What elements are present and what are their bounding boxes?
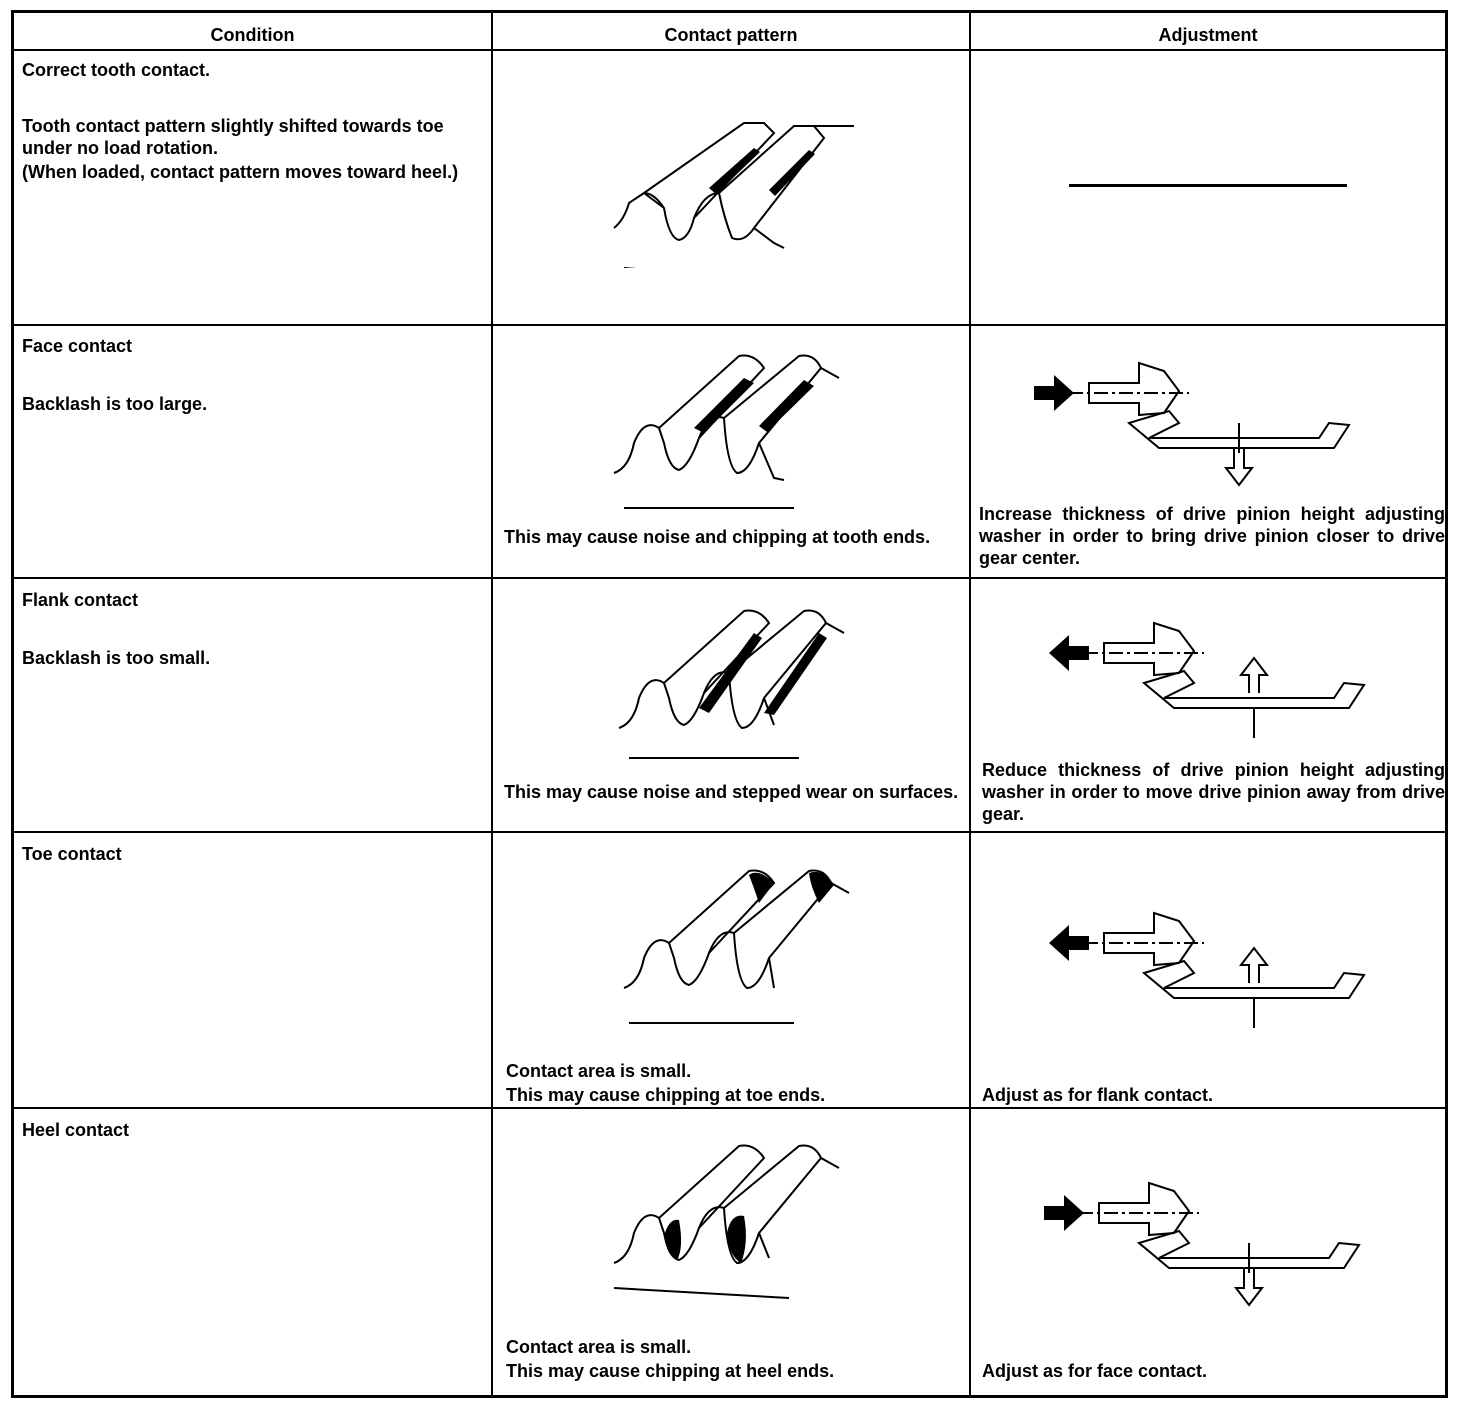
header-divider (14, 49, 1445, 51)
column-divider (969, 13, 971, 1395)
header-adjustment: Adjustment (1158, 25, 1258, 45)
pattern-note-area: Contact area is small. (506, 1337, 692, 1357)
pinion-move-in-icon (1029, 353, 1359, 493)
pinion-move-in-icon (1039, 1173, 1369, 1313)
header-condition: Condition (210, 25, 295, 45)
condition-title: Heel contact (22, 1120, 130, 1140)
row-divider (14, 1107, 1445, 1109)
condition-detail: Backlash is too small. (22, 648, 211, 668)
column-divider (491, 13, 493, 1395)
adjustment-text: Adjust as for face contact. (982, 1361, 1208, 1381)
row-divider (14, 324, 1445, 326)
gear-teeth-face-contact-icon (609, 348, 849, 513)
pattern-note-effect: This may cause chipping at heel ends. (506, 1361, 835, 1381)
no-adjustment-line (1069, 184, 1347, 187)
condition-title: Correct tooth contact. (22, 60, 211, 80)
condition-title: Toe contact (22, 844, 122, 864)
pattern-note-area: Contact area is small. (506, 1061, 692, 1081)
adjustment-text: Adjust as for flank contact. (982, 1085, 1214, 1105)
condition-note: (When loaded, contact pattern moves toward heel.) (22, 162, 459, 182)
condition-detail: Tooth contact pattern slightly shifted towards toe under no load rotation. (22, 116, 444, 158)
gear-teeth-heel-contact-icon (609, 1138, 849, 1303)
pinion-move-out-icon (1044, 613, 1374, 763)
gear-teeth-center-contact-icon (604, 108, 864, 268)
pattern-note-effect: This may cause chipping at toe ends. (506, 1085, 826, 1105)
adjustment-text: Increase thickness of drive pinion height adjusting washer in order to bring drive pinion closer to drive gear center. (979, 504, 1445, 568)
pattern-note: This may cause noise and stepped wear on surfaces. (504, 782, 959, 802)
adjustment-text: Reduce thickness of drive pinion height adjusting washer in order to move drive pinion away from drive gear. (982, 760, 1445, 824)
condition-title: Flank contact (22, 590, 139, 610)
row-divider (14, 831, 1445, 833)
gear-teeth-flank-contact-icon (614, 603, 854, 768)
gear-teeth-toe-contact-icon (619, 863, 859, 1028)
pinion-move-out-icon (1044, 903, 1374, 1053)
contact-pattern-table (11, 10, 1448, 1398)
condition-title: Face contact (22, 336, 133, 356)
header-contact-pattern: Contact pattern (664, 25, 798, 45)
condition-detail: Backlash is too large. (22, 394, 208, 414)
pattern-note: This may cause noise and chipping at tooth ends. (504, 527, 931, 547)
row-divider (14, 577, 1445, 579)
